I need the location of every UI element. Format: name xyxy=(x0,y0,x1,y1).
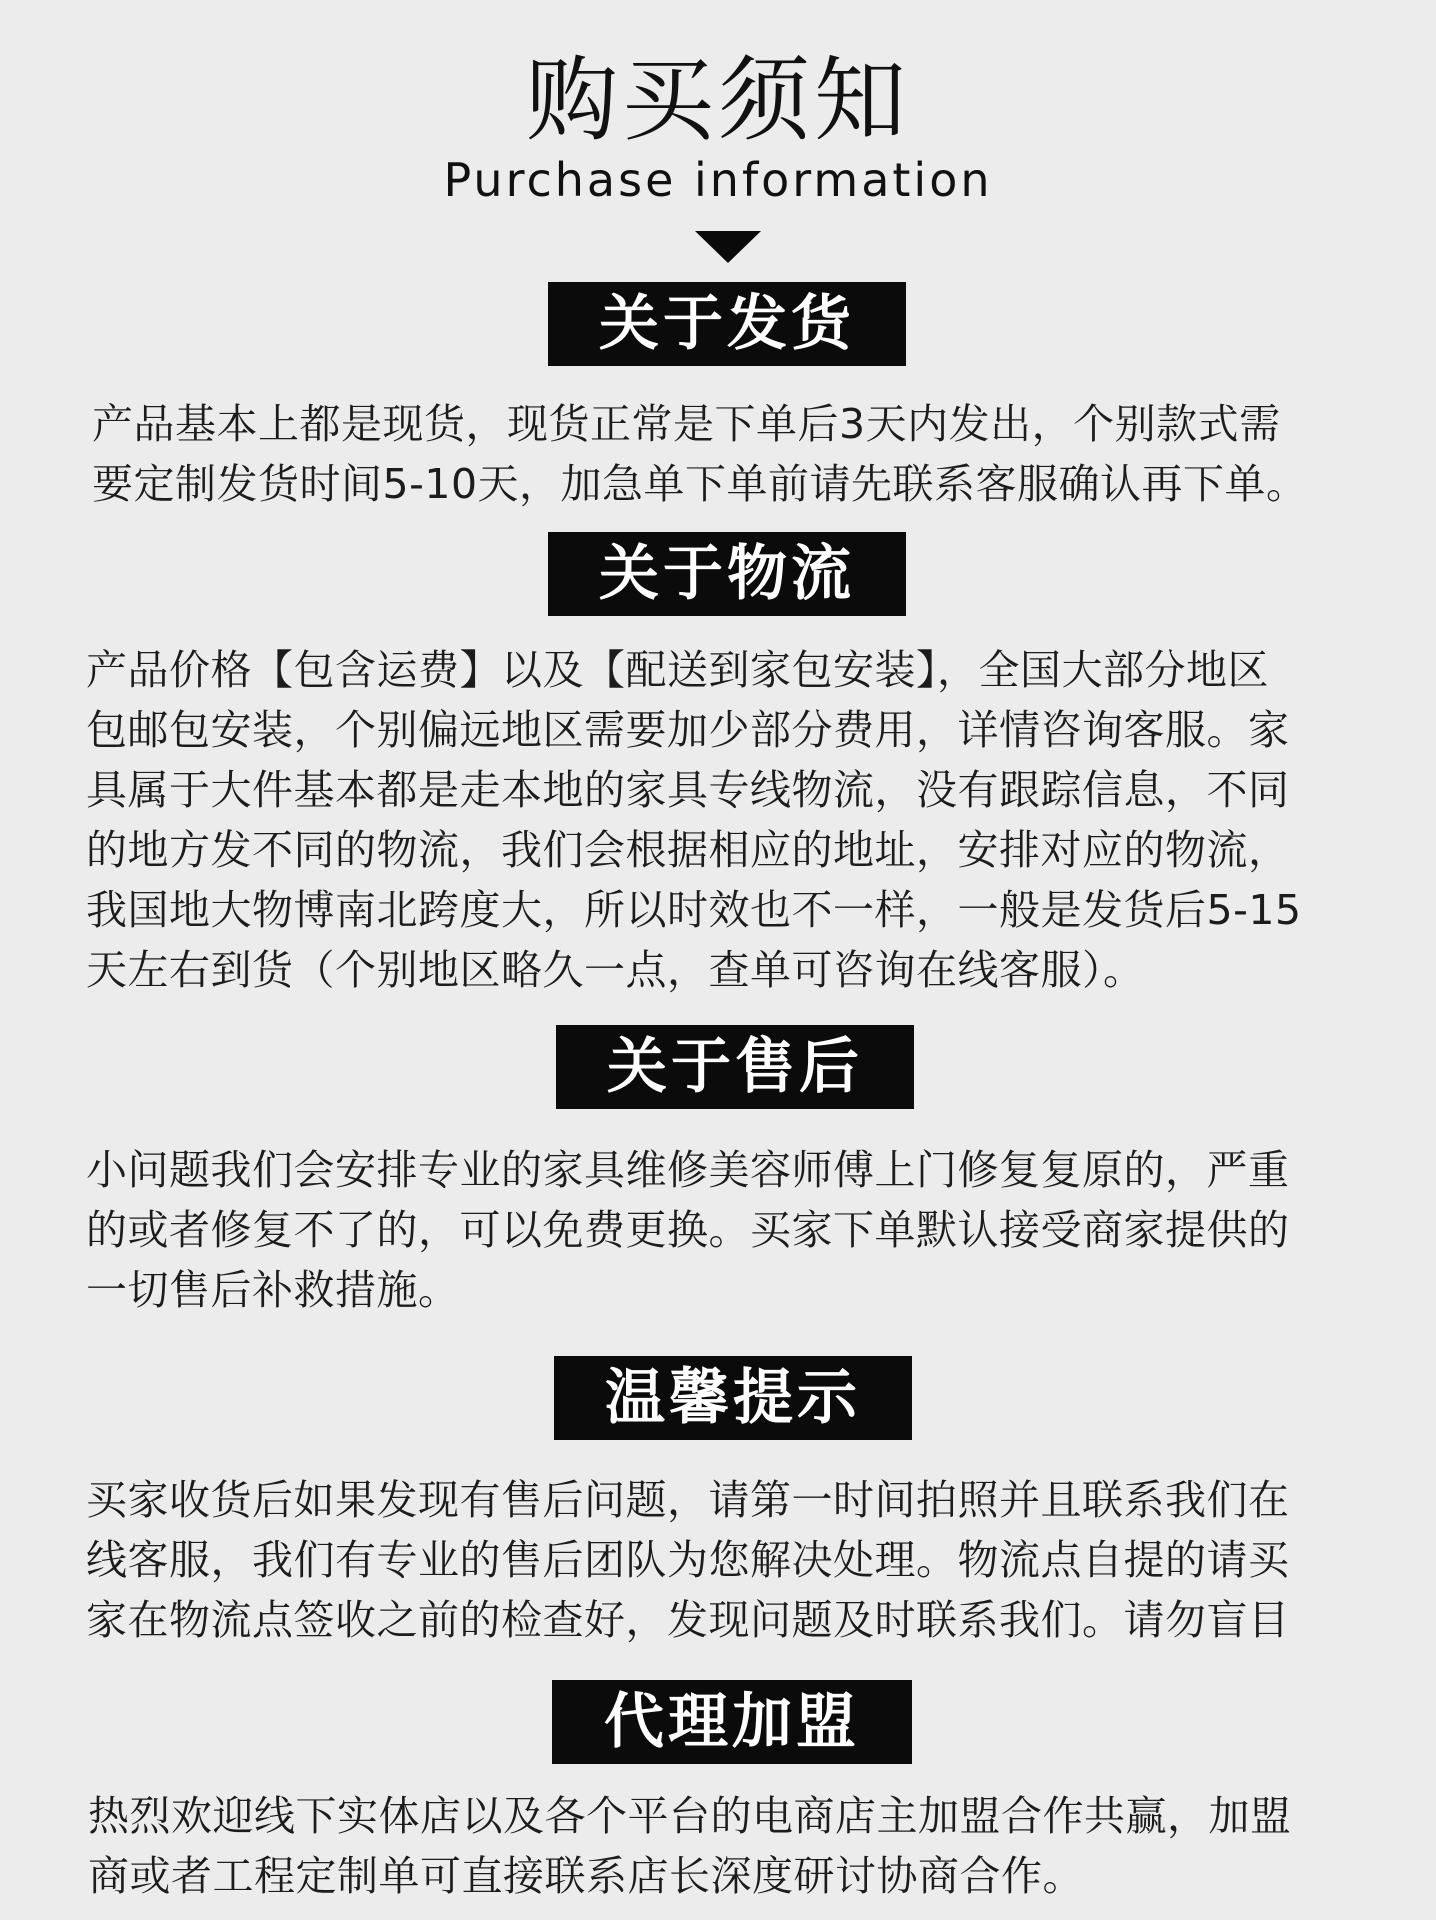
page-subtitle: Purchase information xyxy=(443,153,993,207)
section-heading-shipping: 关于发货 xyxy=(548,282,906,366)
page-title: 购买须知 xyxy=(525,47,910,154)
section-body-logistics: 产品价格【包含运费】以及【配送到家包安装】，全国大部分地区 包邮包安装，个别偏远地区需要加少部分费用，详情咨询客服。家 具属于大件基本都是走本地的家具专线物流，没有跟踪信息，不同 的地方发不同的物流，我们会根据相应的地址，安排对应的物流， 我国地大物博南北跨度大，所以时效也不一样，一般是发货后5-15 天左右到货（个别地区略久一点，查单可咨询在线客服）。 xyxy=(86,646,1302,994)
section-heading-logistics: 关于物流 xyxy=(548,532,906,616)
section-body-shipping: 产品基本上都是现货，现货正常是下单后3天内发出，个别款式需 要定制发货时间5-10天，加急单下单前请先联系客服确认再下单。 xyxy=(92,400,1308,508)
section-heading-franchise: 代理加盟 xyxy=(552,1680,912,1764)
section-body-after-sales: 小问题我们会安排专业的家具维修美容师傅上门修复复原的，严重 的或者修复不了的，可以免费更换。买家下单默认接受商家提供的 一切售后补救措施。 xyxy=(86,1146,1290,1314)
section-heading-tips: 温馨提示 xyxy=(554,1356,912,1440)
section-heading-after-sales: 关于售后 xyxy=(556,1025,914,1109)
section-body-franchise: 热烈欢迎线下实体店以及各个平台的电商店主加盟合作共赢，加盟 商或者工程定制单可直接联系店长深度研讨协商合作。 xyxy=(88,1792,1292,1900)
section-body-tips: 买家收货后如果发现有售后问题，请第一时间拍照并且联系我们在 线客服，我们有专业的售后团队为您解决处理。物流点自提的请买 家在物流点签收之前的检查好，发现问题及时联系我们。请勿盲目 xyxy=(86,1476,1290,1644)
down-arrow-icon xyxy=(695,231,761,263)
